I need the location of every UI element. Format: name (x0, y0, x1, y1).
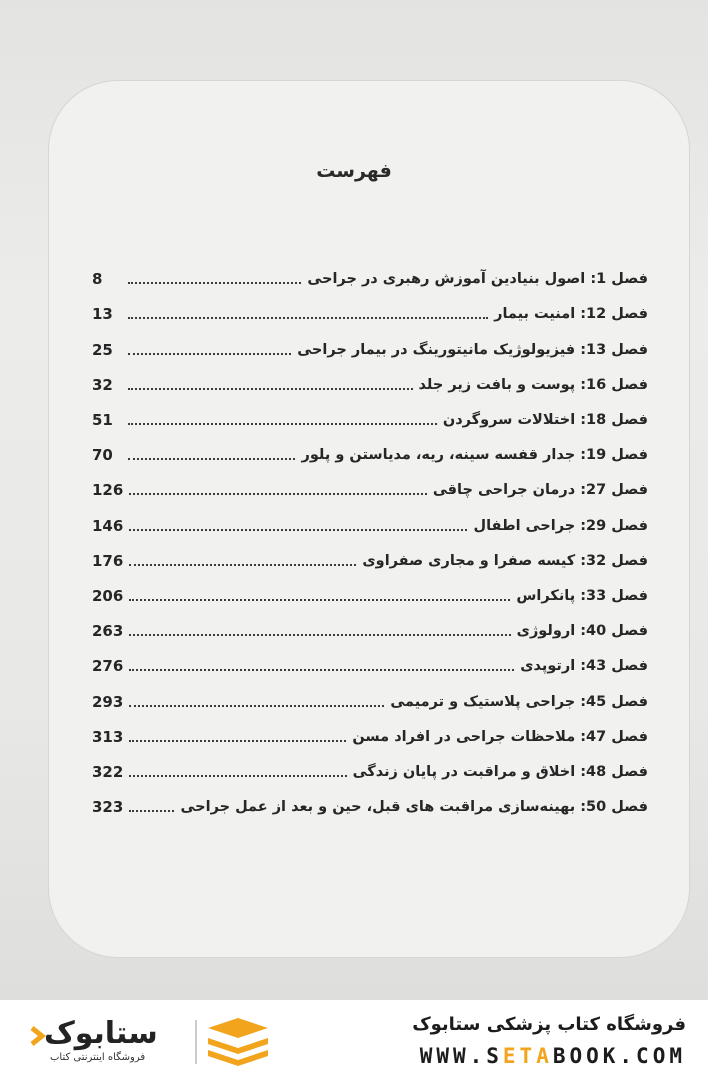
url-suffix: BOOK.COM (552, 1044, 686, 1068)
toc-entry (92, 405, 648, 431)
store-url[interactable] (420, 1044, 686, 1068)
toc-leader-dots (129, 775, 346, 777)
toc-leader-dots (129, 810, 174, 812)
toc-entry (92, 440, 648, 466)
page-title: فهرست (316, 160, 392, 182)
toc-entry-page: 25 (92, 341, 113, 359)
toc-leader-dots (129, 740, 346, 742)
toc-entry-page: 322 (92, 763, 124, 781)
toc-entry-page: 293 (92, 693, 124, 711)
toc-entry-page: 146 (92, 517, 124, 535)
toc-entry (92, 475, 648, 501)
toc-leader-dots (128, 423, 437, 425)
toc-entry-title: فصل 12: امنیت بیمار (494, 306, 648, 322)
toc-entry-page: 8 (92, 270, 103, 288)
toc-entry-title: فصل 29: جراحی اطفال (473, 518, 648, 534)
url-prefix: WWW.S (419, 1044, 503, 1068)
toc-entry-title: فصل 43: ارتوپدی (520, 658, 648, 674)
toc-entry-title: فصل 50: بهینه‌سازی مراقبت های قبل، حین و بعد از عمل جراحی (180, 799, 648, 815)
toc-entry (92, 616, 648, 642)
toc-leader-dots (128, 458, 295, 460)
toc-entry-page: 70 (92, 446, 113, 464)
setabook-logo[interactable] (28, 1014, 276, 1068)
url-accent: ETA (502, 1044, 553, 1068)
toc-entry (92, 511, 648, 537)
toc-entry-title: فصل 18: اختلالات سروگردن (442, 412, 648, 428)
toc-entry-title: فصل 19: جدار قفسه سینه، ریه، مدیاستن و پلور (301, 447, 648, 463)
toc-entry-title: فصل 40: ارولوژی (516, 623, 648, 639)
toc-leader-dots (129, 493, 427, 495)
toc-entry (92, 651, 648, 677)
toc-leader-dots (129, 634, 510, 636)
toc-entry-page: 276 (92, 657, 124, 675)
toc-entry-page: 32 (92, 376, 113, 394)
toc-entry-page: 126 (92, 481, 124, 499)
toc-entry (92, 264, 648, 290)
toc-entry-page: 51 (92, 411, 113, 429)
toc-leader-dots (128, 282, 301, 284)
toc-entry (92, 370, 648, 396)
toc-entry-title: فصل 33: پانکراس (516, 588, 648, 604)
toc-leader-dots (128, 317, 488, 319)
toc-entry (92, 722, 648, 748)
toc-entry-page: 323 (92, 798, 124, 816)
toc-entry (92, 792, 648, 818)
toc-entry-title: فصل 1: اصول بنیادین آموزش رهبری در جراحی (307, 271, 648, 287)
toc-entry-title: فصل 45: جراحی پلاستیک و ترمیمی (390, 694, 648, 710)
logo-subtitle: فروشگاه اینترنتی کتاب (50, 1052, 146, 1063)
toc-leader-dots (129, 669, 514, 671)
toc-entry-page: 206 (92, 587, 124, 605)
toc-entry-title: فصل 48: اخلاق و مراقبت در پایان زندگی (352, 764, 648, 780)
toc-entry-title: فصل 27: درمان جراحی چاقی (432, 482, 648, 498)
toc-leader-dots (129, 564, 356, 566)
logo-wordmark: ستابوک (44, 1016, 158, 1051)
toc-entry-page: 263 (92, 622, 124, 640)
toc-leader-dots (128, 353, 291, 355)
toc-leader-dots (129, 529, 467, 531)
store-name: فروشگاه کتاب پزشکی ستابوک (412, 1014, 686, 1035)
toc-entry (92, 687, 648, 713)
toc-entry-title: فصل 13: فیزیولوژیک مانیتورینگ در بیمار جراحی (297, 342, 648, 358)
toc-entry (92, 581, 648, 607)
toc-entry (92, 546, 648, 572)
footer-banner (0, 1000, 708, 1079)
toc-entry-title: فصل 32: کیسه صفرا و مجاری صفراوی (362, 553, 648, 569)
toc-entry-title: فصل 47: ملاحظات جراحی در افراد مسن (352, 729, 648, 745)
toc-entry (92, 757, 648, 783)
toc-entry-page: 176 (92, 552, 124, 570)
toc-entry (92, 335, 648, 361)
toc-entry (92, 299, 648, 325)
toc-entry-title: فصل 16: پوست و بافت زیر جلد (418, 377, 648, 393)
toc-leader-dots (129, 599, 510, 601)
toc-leader-dots (128, 388, 413, 390)
toc-entry-page: 313 (92, 728, 124, 746)
toc-entry-page: 13 (92, 305, 113, 323)
toc-leader-dots (129, 705, 384, 707)
